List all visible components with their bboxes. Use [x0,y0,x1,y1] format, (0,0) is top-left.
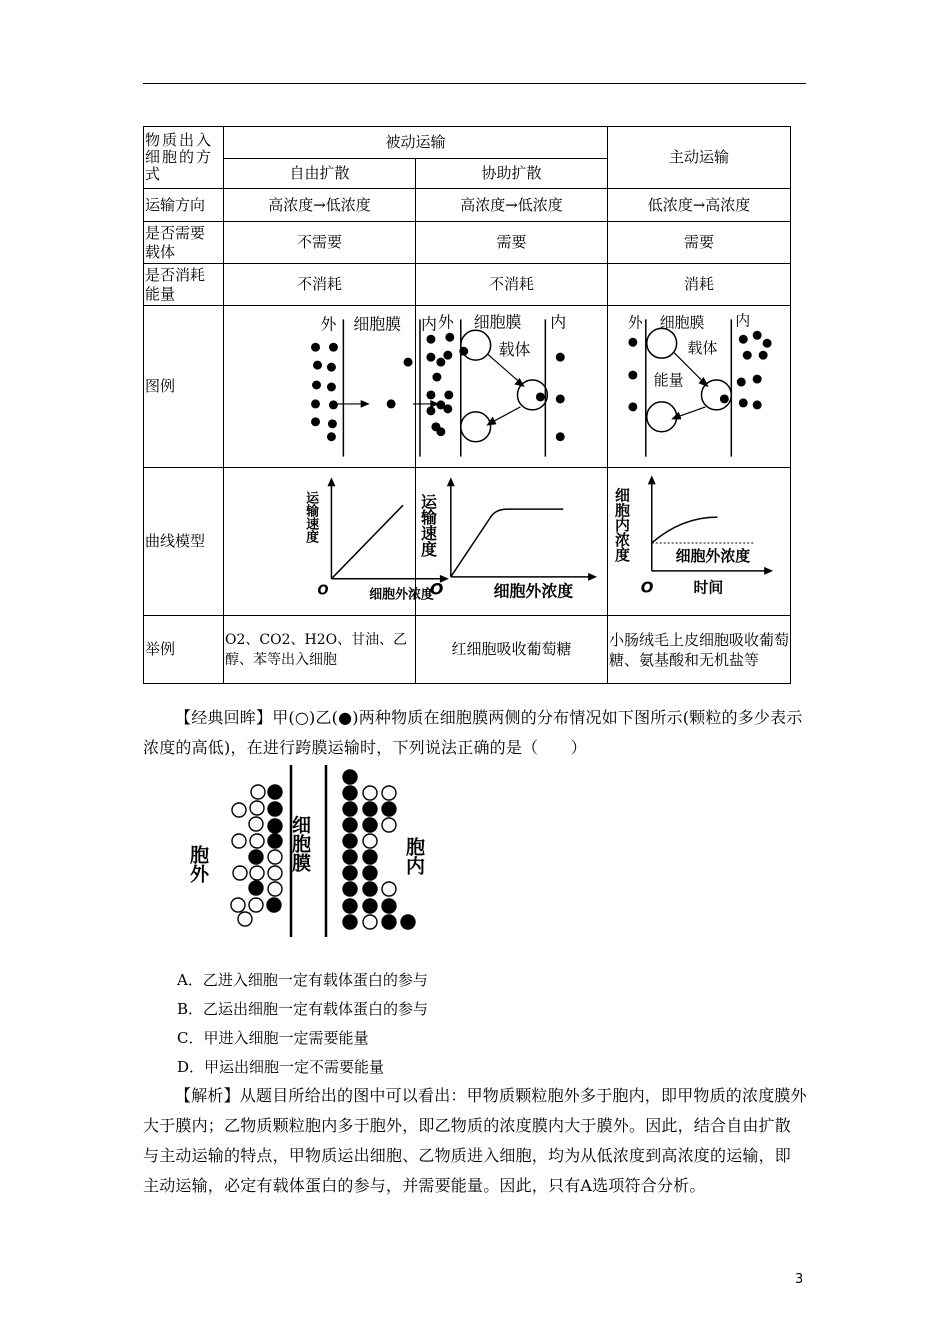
header-rule [143,83,806,84]
fig-membrane-label: 细胞膜 [353,313,402,333]
fig3-inside-label: 内 [735,310,751,329]
curve1-xlabel: 细胞外浓度 [369,587,434,603]
row-label-example: 举例 [144,616,224,684]
fig3-carrier-label: 载体 [687,338,718,357]
row-label-figure: 图例 [144,306,224,468]
fig2-outside-label: 外 [437,311,454,331]
curve3-dashed-label: 细胞外浓度 [675,546,751,565]
cell-example-facilitated: 红细胞吸收葡萄糖 [416,616,608,684]
option-c: C．甲进入细胞一定需要能量 [177,1029,369,1047]
fig2-inside-label: 内 [550,311,567,331]
option-b: B．乙运出细胞一定有载体蛋白的参与 [177,1000,429,1018]
fig-inside-label: 内 [420,313,437,333]
fig2-carrier-label: 载体 [498,339,531,359]
question-stem: 【经典回眸】甲(○)乙(●)两种物质在细胞膜两侧的分布情况如下图所示(颗粒的多少表示浓度的高低)，在进行跨膜运输时，下列说法正确的是（ ） [143,708,803,757]
y-axis-arrow [327,477,335,486]
transport-table [143,126,791,684]
fig-cell-in-label: 胞内 [403,837,425,875]
x-axis-arrow [764,566,773,574]
curve-facilitated-diffusion [416,468,608,616]
active-header: 主动运输 [608,127,791,189]
curve1-ylabel: 运输速度 [303,490,319,543]
option-d: D．甲运出细胞一定不需要能量 [177,1058,385,1076]
outside-particles [231,785,282,926]
row-label-carrier: 是否需要载体 [144,222,224,264]
cell-carrier-free: 不需要 [224,222,416,264]
cell-example-active: 小肠绒毛上皮细胞吸收葡萄糖、氨基酸和无机盐等 [608,616,791,684]
figure-free-diffusion [224,306,437,468]
row-label-direction: 运输方向 [144,189,224,222]
curve-free-diffusion [224,468,434,616]
row-label-energy: 是否消耗能量 [144,264,224,306]
curve2-xlabel: 细胞外浓度 [493,581,574,601]
analysis-paragraph: 【解析】从题目所给出的图中可以看出：甲物质颗粒胞外多于胞内，即甲物质的浓度膜外大于膜内；乙物质颗粒胞内多于胞外，即乙物质的浓度膜内大于膜外。因此，结合自由扩散与主动运输的特点，甲物质运出细胞、乙物质进入细胞，均为从低浓度到高浓度的运输，即主动运输，必定有载体蛋白的参与，并需要能量。因此，只有A选项符合分析。 [143,1086,807,1195]
curve3-ylabel: 细胞内浓度 [612,486,631,562]
linear-curve [331,505,403,579]
row-label-curve: 曲线模型 [144,468,224,616]
cell-energy-free: 不消耗 [224,264,416,306]
fig2-membrane-label: 细胞膜 [473,311,522,331]
curve1-origin: O [317,583,329,599]
facilitated-header: 协助扩散 [416,159,608,189]
cell-carrier-facilitated: 需要 [416,222,608,264]
table-corner: 物质出入细胞的方式 [144,127,224,189]
curve3-origin: O [640,578,654,597]
membrane-distribution-figure [187,765,450,945]
cell-carrier-active: 需要 [608,222,791,264]
fig-cell-out-label: 胞外 [187,845,209,883]
x-axis-arrow [588,572,597,580]
cell-energy-facilitated: 不消耗 [416,264,608,306]
curve3-xlabel: 时间 [693,578,724,597]
fig3-membrane-label: 细胞膜 [659,312,705,331]
figure-active-transport [608,306,791,468]
accumulation-curve [652,517,718,543]
passive-header: 被动运输 [224,127,608,159]
cell-direction-facilitated: 高浓度→低浓度 [416,189,608,222]
y-axis-arrow [447,477,455,486]
cell-direction-free: 高浓度→低浓度 [224,189,416,222]
cell-example-free: O2、CO2、H2O、甘油、乙醇、苯等出入细胞 [224,616,416,684]
free-header: 自由扩散 [224,159,416,189]
cell-direction-active: 低浓度→高浓度 [608,189,791,222]
fig3-outside-label: 外 [627,312,643,331]
curve2-origin: O [429,579,444,599]
fig-membrane-label: 细胞膜 [289,815,311,872]
fig-outside-label: 外 [320,313,337,333]
option-a: A．乙进入细胞一定有载体蛋白的参与 [177,971,428,989]
figure-facilitated-diffusion [416,306,608,468]
curve2-ylabel: 运输速度 [418,492,438,557]
curve-active-transport [608,468,791,616]
saturation-curve [451,509,563,577]
page-number: 3 [795,1272,804,1287]
cell-energy-active: 消耗 [608,264,791,306]
molecules [426,332,564,440]
y-axis-arrow [648,475,656,484]
fig3-energy-label: 能量 [653,370,684,389]
